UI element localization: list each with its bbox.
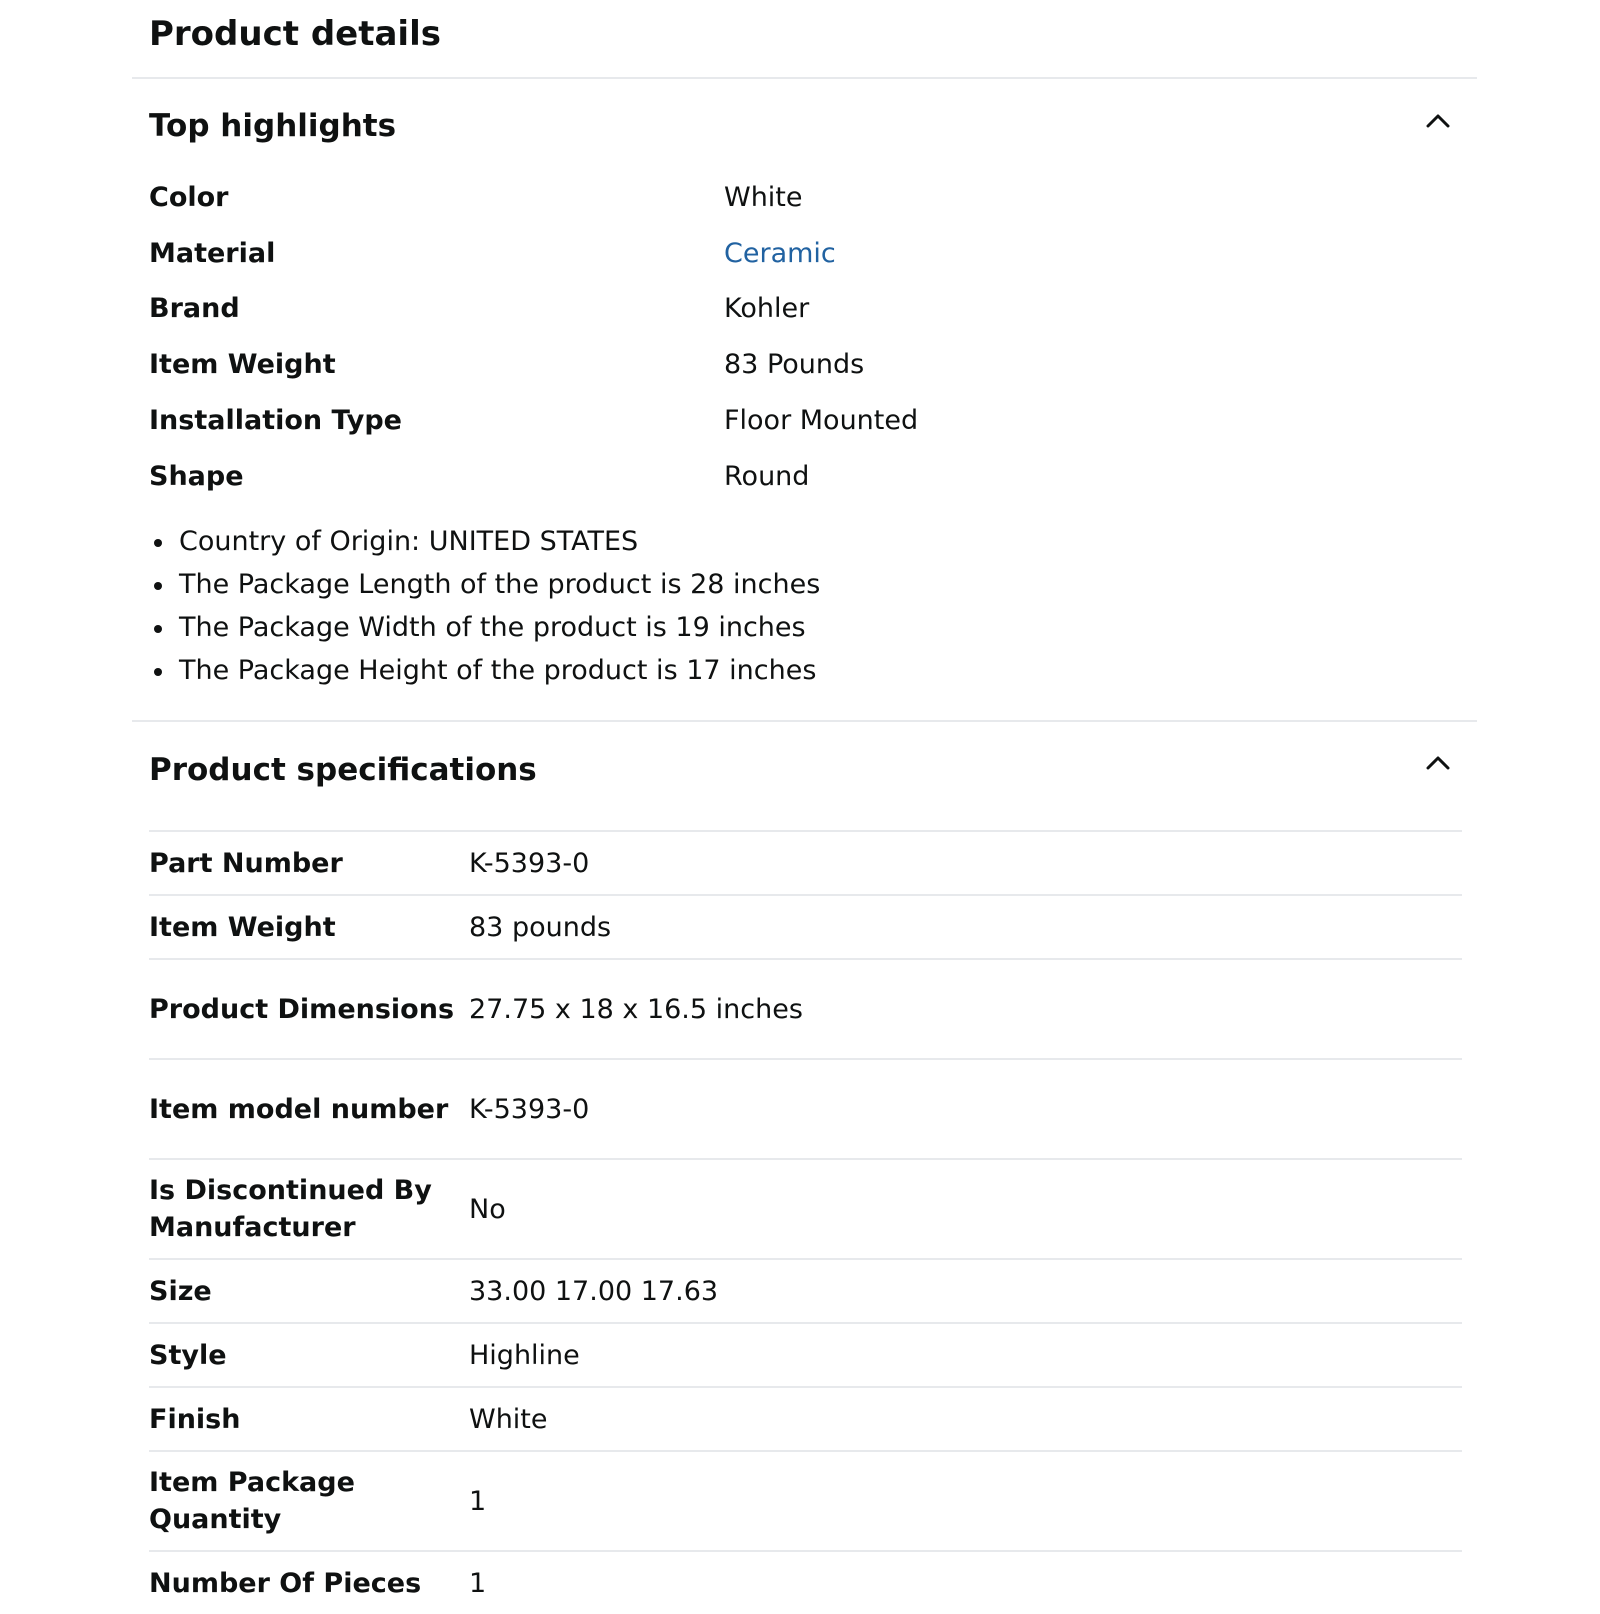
highlight-value: White [724, 182, 803, 213]
spec-label: Item Weight [149, 911, 336, 943]
spec-value: 1 [469, 1485, 487, 1517]
chevron-up-icon [1425, 113, 1451, 129]
chevron-up-icon [1425, 755, 1451, 771]
table-row [149, 1322, 1462, 1386]
page-title: Product details [149, 14, 441, 54]
spec-value: 1 [469, 1567, 487, 1599]
divider [132, 77, 1477, 79]
spec-label: Item model number [149, 1093, 449, 1125]
spec-value: 83 pounds [469, 911, 612, 943]
highlight-label: Shape [149, 461, 244, 492]
highlight-label: Installation Type [149, 405, 402, 436]
collapse-top-highlights-button[interactable] [1424, 111, 1452, 131]
spec-value: White [469, 1403, 548, 1435]
bullet-item: Country of Origin: UNITED STATES [149, 520, 820, 563]
spec-label: Finish [149, 1403, 241, 1435]
spec-value: K-5393-0 [469, 847, 590, 879]
bullet-item: The Package Length of the product is 28 inches [149, 563, 820, 606]
spec-value: Highline [469, 1339, 580, 1371]
collapse-product-specifications-button[interactable] [1424, 753, 1452, 773]
spec-value: 27.75 x 18 x 16.5 inches [469, 993, 803, 1025]
bullet-item: The Package Height of the product is 17 inches [149, 649, 820, 692]
highlight-value: Kohler [724, 293, 810, 324]
highlight-label: Brand [149, 293, 240, 324]
highlight-label: Color [149, 182, 229, 213]
highlight-row-brand [149, 289, 1449, 329]
spec-label: Size [149, 1275, 212, 1307]
highlight-row-installation-type [149, 401, 1449, 441]
spec-label: Item Package Quantity [149, 1467, 355, 1535]
table-row [149, 1258, 1462, 1322]
table-row [149, 1386, 1462, 1450]
material-link[interactable]: Ceramic [724, 238, 836, 269]
spec-value: 33.00 17.00 17.63 [469, 1275, 719, 1307]
table-row [149, 1058, 1462, 1158]
spec-label: Number Of Pieces [149, 1567, 422, 1599]
spec-label: Part Number [149, 847, 343, 879]
highlight-row-shape [149, 457, 1449, 497]
bullet-item: The Package Width of the product is 19 inches [149, 606, 820, 649]
specifications-table [149, 830, 1462, 1614]
highlight-value: Round [724, 461, 810, 492]
spec-label: Is Discontinued By Manufacturer [149, 1175, 432, 1243]
table-row [149, 958, 1462, 1058]
highlight-bullet-list [149, 520, 820, 692]
top-highlights-title: Top highlights [149, 108, 397, 144]
table-row [149, 1450, 1462, 1550]
highlight-row-item-weight [149, 345, 1449, 385]
highlight-label: Item Weight [149, 349, 336, 380]
table-row [149, 894, 1462, 958]
spec-value: No [469, 1193, 506, 1225]
spec-label: Product Dimensions [149, 993, 455, 1025]
table-row [149, 1550, 1462, 1614]
highlight-value: Floor Mounted [724, 405, 919, 436]
product-specifications-title: Product specifications [149, 752, 537, 788]
table-row [149, 830, 1462, 894]
highlight-value: 83 Pounds [724, 349, 865, 380]
table-row [149, 1158, 1462, 1258]
highlight-label: Material [149, 238, 276, 269]
highlight-row-material [149, 234, 1449, 274]
spec-label: Style [149, 1339, 227, 1371]
highlight-row-color [149, 178, 1449, 218]
divider [132, 720, 1477, 722]
spec-value: K-5393-0 [469, 1093, 590, 1125]
